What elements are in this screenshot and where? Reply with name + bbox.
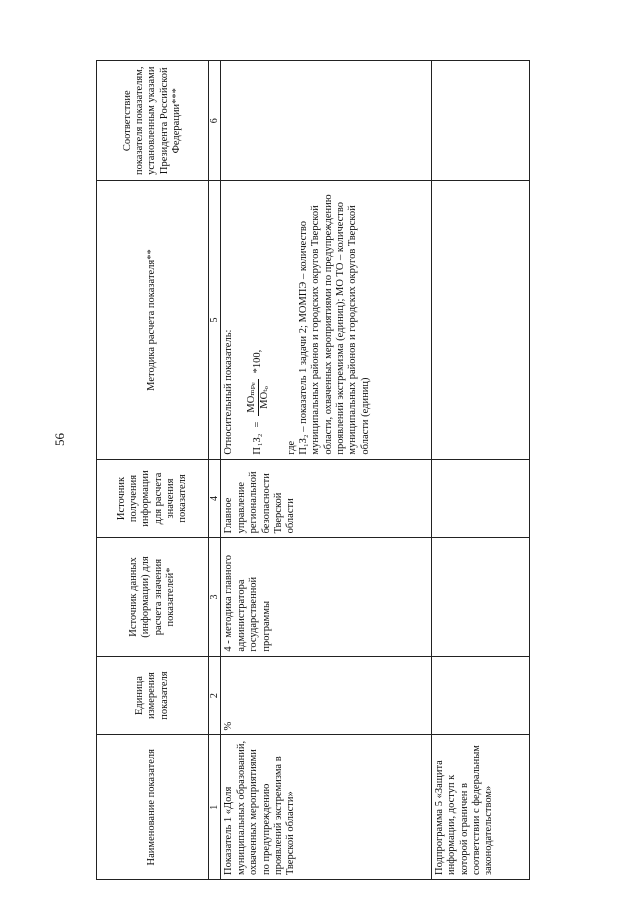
formula-denominator: МОₜₒ [259,386,271,409]
method-definitions: П₁З₂ – показатель 1 задачи 2; МОМПЭ – количество муниципальных районов и городских округов Тверской области, охваченных мероприятиями по предупреждению проявлений экстремизма (единиц); МО ТО – количество муниципальных районов и городских округов Тверской области (единиц) [297,194,371,455]
formula-lhs: П ₁З₂ [252,433,264,455]
empty-cell [431,181,529,459]
info-source-cell: Главное управление региональной безопасности Тверской области [221,459,431,538]
header-data-source: Источник данных (информации) для расчета значения показателей* [97,538,209,656]
formula-fraction [246,379,272,415]
formula-equals: = [252,421,264,428]
empty-cell [431,61,529,181]
method-cell [221,181,431,459]
page-number: 56 [52,433,67,446]
header-unit: Единица измерения показателя [97,656,209,735]
header-info-source: Источник получения информации для расчета значения показателя [97,459,209,538]
table-row [221,61,431,880]
indicator-table [96,60,530,880]
column-number-row [209,61,221,880]
formula [246,185,272,454]
method-where: где [285,440,297,455]
table-row [431,61,529,880]
formula-numerator: МОₘₚₑ [246,379,259,415]
empty-cell [431,656,529,735]
empty-cell [431,538,529,656]
column-number: 5 [209,181,221,459]
indicator-name-cell: Показатель 1 «Доля муниципальных образований, охваченных мероприятиями по предупреждению проявлений экстремизма в Тверской области» [221,735,431,880]
compliance-cell [221,61,431,181]
header-indicator-name: Наименование показателя [97,735,209,880]
column-number: 4 [209,459,221,538]
table-header-row [97,61,209,880]
header-method: Методика расчета показателя** [97,181,209,459]
column-number: 1 [209,735,221,880]
column-number: 3 [209,538,221,656]
subprogram-name-cell: Подпрограмма 5 «Защита информации, доступ к которой ограничен в соответствии с федеральным законодательством» [431,735,529,880]
header-compliance: Соответствие показателя показателям, установленным указами Президента Российской Федерации*** [97,61,209,181]
unit-cell: % [221,656,431,735]
column-number: 6 [209,61,221,181]
empty-cell [431,459,529,538]
column-number: 2 [209,656,221,735]
data-source-cell: 4 - методика главного администратора государственной программы [221,538,431,656]
formula-multiplier: *100, [252,349,264,374]
method-intro: Относительный показатель: [223,329,235,455]
rotated-table-container [96,60,530,880]
